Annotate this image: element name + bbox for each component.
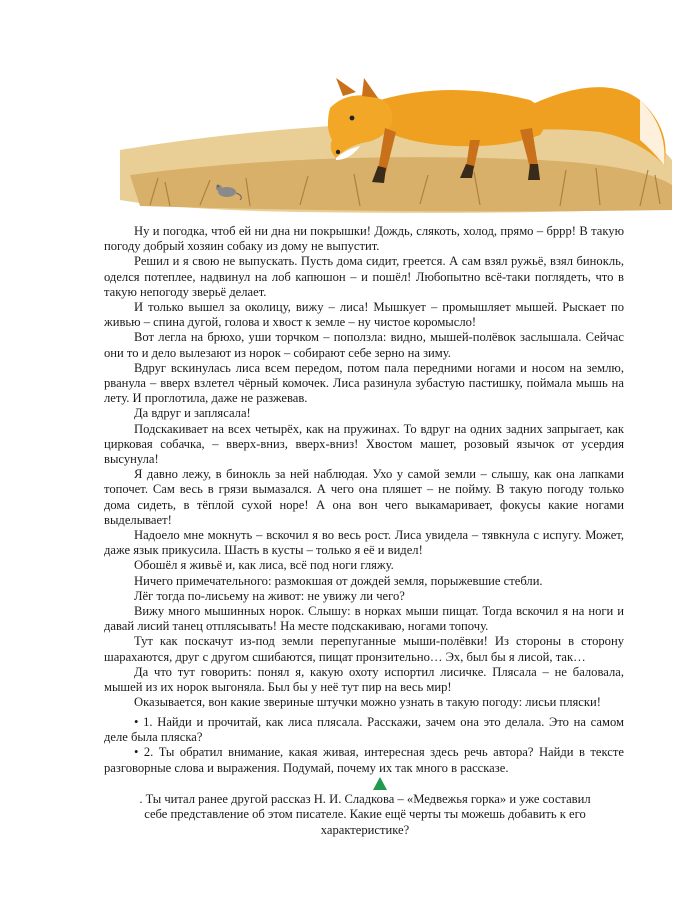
story-paragraph: Я давно лежу, в бинокль за ней наблюдая. Ухо у самой земли – слышу, как она лапками топочет. Сам весь в грязи вымазался. А чего она пляшет – не пойму. В такую погоду только дома сидеть, в тёплой сухой норе! А она вон чего выкамаривает, фокусы какие ногами выделывает! bbox=[104, 467, 624, 527]
fox-illustration bbox=[0, 0, 700, 222]
story-paragraph: Вот легла на брюхо, уши торчком – поползла: видно, мышей-полёвок заслышала. Сейчас они то и дело вылезают из норок – собирают себе зерно на зиму. bbox=[104, 330, 624, 360]
story-paragraph: Оказывается, вон какие звериные штучки можно узнать в такую погоду: лисьи пляски! bbox=[134, 695, 601, 710]
story-paragraph: Вдруг вскинулась лиса всем передом, потом пала передними ногами и носом на землю, рванула – вверх взлетел чёрный комочек. Лиса разинула зубастую пастишку, поймала мышь на лету. И проглотила, даже не разжевав. bbox=[104, 360, 624, 406]
final-question: . Ты читал ранее другой рассказ Н. И. Сладкова – «Медвежья горка» и уже составил себе представление об этом писателе. Какие ещё черты ты можешь добавить к его характеристике? bbox=[139, 792, 591, 837]
question-1: • 1. Найди и прочитай, как лиса плясала. Расскажи, зачем она это делала. Это на самом деле была пляска? bbox=[104, 715, 624, 745]
story-paragraph: Решил и я свою не выпускать. Пусть дома сидит, греется. А сам взял ружьё, взял бинокль, оделся потеплее, надвинул на лоб капюшон – и пошёл! Любопытно всё-таки поглядеть, что в такую непогоду зверьё делает. bbox=[104, 254, 624, 299]
story-paragraph: Обошёл я живьё и, как лиса, всё под ноги гляжу. bbox=[134, 558, 394, 573]
story-paragraph: Да вдруг и заплясала! bbox=[134, 406, 251, 421]
story-paragraph: Лёг тогда по-лисьему на живот: не увижу ли чего? bbox=[134, 588, 405, 603]
story-paragraph: Вижу много мышинных норок. Слышу: в норках мыши пищат. Тогда вскочил я на ноги и давай лисий танец отплясывать! На месте подскакиваю, ногами топочу. bbox=[104, 604, 624, 634]
story-paragraph: Ну и погодка, чтоб ей ни дна ни покрышки! Дождь, слякоть, холод, прямо – бррр! В такую погоду добрый хозяин собаку из дому не выпустит. bbox=[104, 224, 624, 254]
story-paragraph: Подскакивает на всех четырёх, как на пружинах. То вдруг на одних задних запрыгает, как цирковая собачка, – вверх-вниз, вверх-вниз! Хвостом машет, розовый язычок от усердия высунула! bbox=[104, 421, 624, 467]
story-paragraph: Надоело мне мокнуть – вскочил я во весь рост. Лиса увидела – тявкнула с испугу. Может, даже язык прикусила. Шасть в кусты – только я её и видел! bbox=[104, 528, 624, 558]
story-text bbox=[104, 224, 624, 711]
story-paragraph: Да что тут говорить: понял я, какую охоту испортил лисичке. Плясала – не баловала, мышей из их норок выгоняла. Был бы у неё тут пир на весь мир! bbox=[104, 664, 624, 695]
story-paragraph: Тут как поскачут из-под земли перепуганные мыши-полёвки! Из стороны в сторону шарахаются, друг с другом сшибаются, пищат пронзительно… Эх, был бы я лисой, так… bbox=[104, 634, 624, 664]
story-paragraph: И только вышел за околицу, вижу – лиса! Мышкует – промышляет мышей. Рыскает по живью – спина дугой, голова и хвост к земле – ну чистое коромысло! bbox=[104, 300, 624, 330]
question-2: • 2. Ты обратил внимание, какая живая, интересная здесь речь автора? Найди в тексте разговорные слова и выражения. Подумай, почему их так много в рассказе. bbox=[104, 745, 624, 775]
green-triangle-icon bbox=[373, 777, 387, 790]
questions-block bbox=[104, 715, 624, 776]
story-paragraph: Ничего примечательного: размокшая от дождей земля, порыжевшие стебли. bbox=[134, 573, 543, 588]
